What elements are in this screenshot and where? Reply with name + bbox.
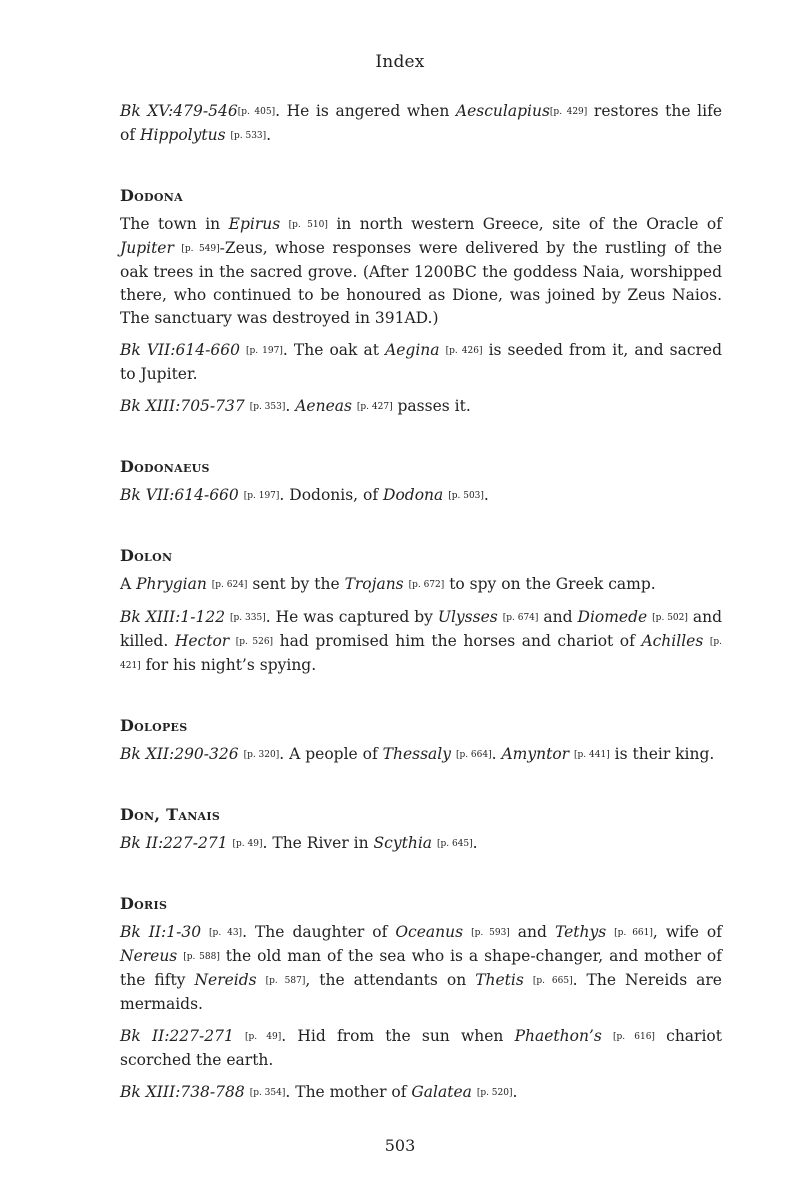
page-reference-link[interactable]: [p. 672] — [408, 580, 445, 590]
name-link[interactable]: Aegina — [385, 341, 440, 359]
name-link[interactable]: Galatea — [411, 1083, 472, 1101]
text: The town in — [120, 215, 229, 233]
page-reference-link[interactable]: [p. 354] — [249, 1088, 286, 1098]
text: . The Nereids are mermaids. — [120, 971, 722, 1013]
text: and killed. — [120, 608, 723, 650]
page-reference-link[interactable]: [p. 353] — [249, 402, 286, 412]
name-link[interactable]: Diomede — [577, 608, 648, 626]
name-link[interactable]: Tethys — [554, 923, 607, 941]
name-link[interactable]: Hector — [174, 632, 230, 650]
text: to spy on the Greek camp. — [444, 575, 656, 593]
page-reference-link[interactable]: [p. 421] — [120, 637, 722, 671]
text: -Zeus, whose responses were delivered by the rustling of the oak trees in the sacred grove. (After 1200BC the goddess Naia, worshipped there, who continued to be honoured as Dione, was joined by Zeus Naios. The sanctuary was destroyed in 391AD.) — [120, 239, 723, 327]
page-reference-link[interactable]: [p. 502] — [652, 613, 688, 623]
name-link[interactable]: Scythia — [373, 834, 433, 852]
page-reference-link[interactable]: [p. 427] — [356, 402, 393, 412]
page-reference-link[interactable]: [p. 335] — [230, 613, 266, 623]
page-reference-link[interactable]: [p. 405] — [237, 107, 276, 117]
text: A — [120, 575, 137, 593]
text: chariot scorched the earth. — [120, 1027, 722, 1069]
name-link[interactable]: Thetis — [475, 971, 524, 989]
entry-title-doris: Doris — [120, 894, 168, 913]
name-link[interactable]: Nereids — [194, 971, 257, 989]
text: . — [266, 126, 272, 144]
page-reference-link[interactable]: [p. 503] — [448, 491, 484, 501]
page-reference-link[interactable]: [p. 520] — [476, 1088, 513, 1098]
page-reference-link[interactable]: [p. 588] — [183, 952, 220, 962]
entry-paragraph — [120, 339, 722, 386]
page-reference-link[interactable]: [p. 665] — [532, 976, 573, 986]
book-reference-link[interactable]: Bk VII:614-660 — [120, 341, 240, 359]
entry-title-dodonaeus: Dodonaeus — [120, 457, 210, 476]
book-reference-link[interactable]: Bk XIII:738-788 — [120, 1083, 245, 1101]
text: . The mother of — [285, 1083, 412, 1101]
intro-paragraph — [120, 100, 722, 148]
name-link[interactable]: Epirus — [228, 215, 281, 233]
name-link[interactable]: Oceanus — [395, 923, 464, 941]
text: sent by the — [247, 575, 345, 593]
page-reference-link[interactable]: [p. 616] — [613, 1032, 655, 1042]
text: and — [538, 608, 578, 626]
entry-title-dolopes: Dolopes — [120, 716, 188, 735]
entry-paragraph — [120, 1081, 722, 1105]
name-link[interactable]: Phrygian — [136, 575, 207, 593]
text: the old man of the sea who is a shape-changer, and mother of the fifty — [120, 947, 722, 989]
page-reference-link[interactable]: [p. 593] — [471, 928, 510, 938]
book-reference-link[interactable]: Bk XV:479-546 — [120, 102, 238, 120]
page-reference-link[interactable]: [p. 587] — [265, 976, 306, 986]
text: and — [509, 923, 555, 941]
book-reference-link[interactable]: Bk VII:614-660 — [120, 486, 239, 504]
entry-title-dolon: Dolon — [120, 546, 173, 565]
page-reference-link[interactable]: [p. 549] — [181, 244, 220, 254]
page-number: 503 — [384, 1136, 416, 1155]
book-reference-link[interactable]: Bk XIII:1-122 — [120, 608, 226, 626]
entry-paragraph — [120, 213, 722, 330]
book-reference-link[interactable]: Bk XII:290-326 — [120, 745, 239, 763]
page-reference-link[interactable]: [p. 426] — [445, 346, 483, 356]
book-reference-link[interactable]: Bk II:227-271 — [120, 834, 228, 852]
text: had promised him the horses and chariot of — [273, 632, 642, 650]
name-link[interactable]: Achilles — [641, 632, 704, 650]
entry-paragraph — [120, 484, 722, 508]
text: . The River in — [262, 834, 374, 852]
name-link[interactable]: Ulysses — [437, 608, 498, 626]
entry-paragraph — [120, 832, 722, 856]
text: . He is angered when — [275, 102, 456, 120]
text: is seeded from it, and sacred to Jupiter. — [120, 341, 723, 383]
entry-paragraph — [120, 921, 722, 1016]
page-reference-link[interactable]: [p. 429] — [549, 107, 588, 117]
name-link[interactable]: Dodona — [383, 486, 444, 504]
text: . — [491, 745, 502, 763]
text: is their king. — [609, 745, 715, 763]
name-link[interactable]: Hippolytus — [140, 126, 226, 144]
text: in north western Greece, site of the Oracle of — [327, 215, 723, 233]
text: for his night’s spying. — [140, 656, 317, 674]
entry-title-don-tanais: Don, Tanais — [120, 805, 221, 824]
text: . — [285, 397, 296, 415]
name-link[interactable]: Jupiter — [120, 239, 174, 257]
text: restores the life of — [120, 102, 722, 144]
name-link[interactable]: Trojans — [344, 575, 404, 593]
text: . The oak at — [282, 341, 386, 359]
page-reference-link[interactable]: [p. 624] — [211, 580, 248, 590]
page-reference-link[interactable]: [p. 43] — [209, 928, 243, 938]
book-reference-link[interactable]: Bk II:1-30 — [120, 923, 202, 941]
book-reference-link[interactable]: Bk XIII:705-737 — [120, 397, 245, 415]
name-link[interactable]: Nereus — [120, 947, 178, 965]
text: passes it. — [392, 397, 471, 415]
page-reference-link[interactable]: [p. 441] — [574, 750, 610, 760]
name-link[interactable]: Phaethon’s — [514, 1027, 602, 1045]
text: . Dodonis, of — [279, 486, 384, 504]
text: . A people of — [279, 745, 383, 763]
page-reference-link[interactable]: [p. 49] — [232, 839, 263, 849]
text: , the attendants on — [305, 971, 476, 989]
text: . — [472, 834, 478, 852]
text: . — [483, 486, 489, 504]
page-reference-link[interactable]: [p. 661] — [614, 928, 653, 938]
page-reference-link[interactable]: [p. 197] — [243, 491, 280, 501]
name-link[interactable]: Amyntor — [501, 745, 570, 763]
index-content — [120, 100, 722, 1114]
page-reference-link[interactable]: [p. 526] — [235, 637, 274, 647]
text: . He was captured by — [265, 608, 438, 626]
entry-title-dodona: Dodona — [120, 186, 183, 205]
text: . Hid from the sun when — [281, 1027, 515, 1045]
page-reference-link[interactable]: [p. 320] — [243, 750, 280, 760]
name-link[interactable]: Thessaly — [382, 745, 451, 763]
entry-paragraph — [120, 395, 722, 419]
page-reference-link[interactable]: [p. 664] — [455, 750, 492, 760]
entry-paragraph — [120, 573, 722, 597]
entry-paragraph — [120, 1025, 722, 1072]
page-reference-link[interactable]: [p. 533] — [230, 131, 267, 141]
book-reference-link[interactable]: Bk II:227-271 — [120, 1027, 234, 1045]
page-reference-link[interactable]: [p. 510] — [288, 220, 328, 230]
name-link[interactable]: Aeneas — [295, 397, 352, 415]
page-reference-link[interactable]: [p. 49] — [245, 1032, 282, 1042]
page-header-title: Index — [375, 52, 425, 72]
page-reference-link[interactable]: [p. 645] — [436, 839, 473, 849]
text: . — [512, 1083, 518, 1101]
page-reference-link[interactable]: [p. 674] — [502, 613, 539, 623]
entry-paragraph — [120, 606, 722, 678]
name-link[interactable]: Aesculapius — [455, 102, 550, 120]
page-reference-link[interactable]: [p. 197] — [246, 346, 283, 356]
text: . The daughter of — [242, 923, 396, 941]
entry-paragraph — [120, 743, 722, 767]
text: , wife of — [652, 923, 723, 941]
